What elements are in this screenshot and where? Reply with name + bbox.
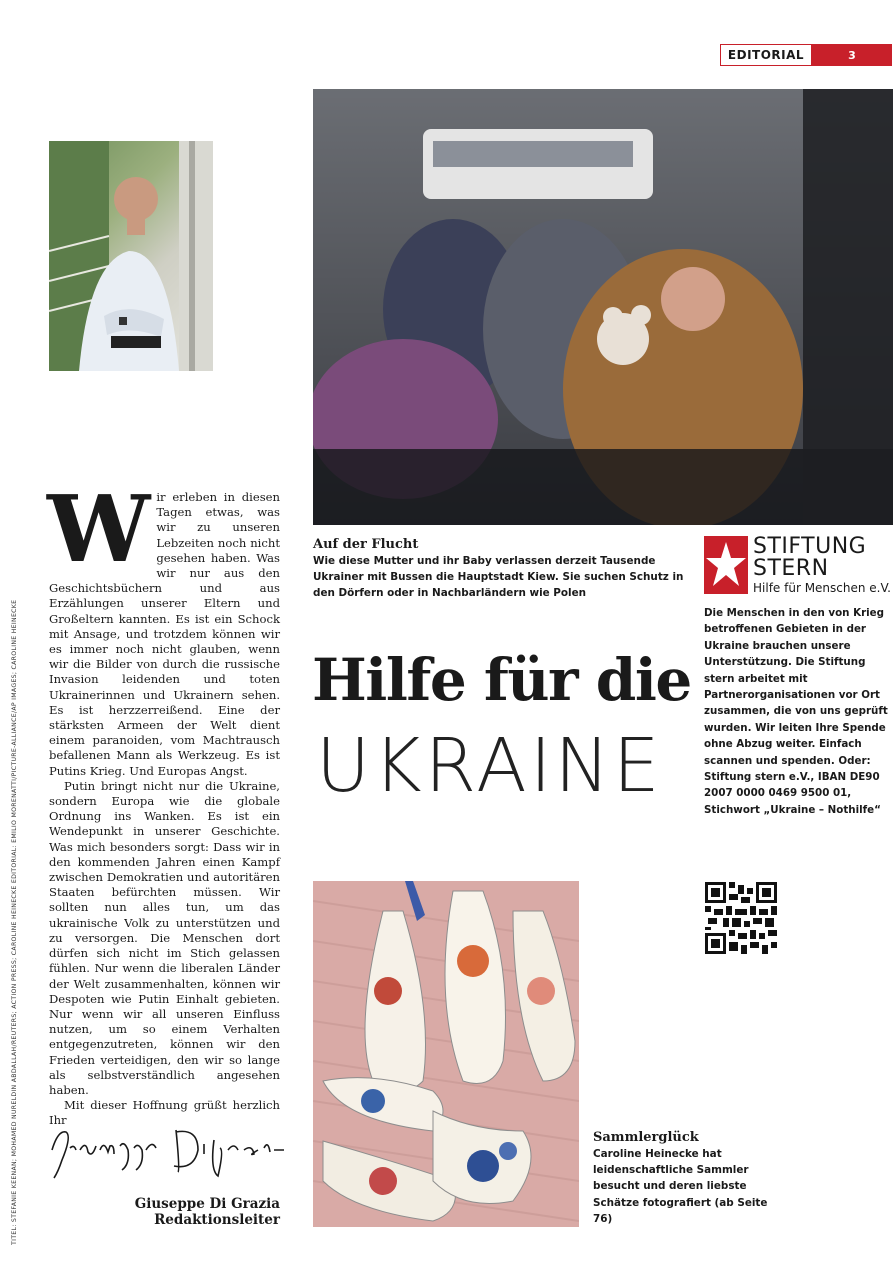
donation-qr-code[interactable] <box>705 882 777 954</box>
section-label: EDITORIAL <box>720 44 812 66</box>
hero-caption-title: Auf der Flucht <box>313 537 419 552</box>
headline-line-1: Hilfe für die <box>312 646 691 714</box>
hero-caption <box>313 537 693 601</box>
stiftung-logo-line2: STERN <box>753 556 829 581</box>
stiftung-logo-sub: Hilfe für Menschen e.V. <box>753 581 891 595</box>
stiftung-donation-text: Die Menschen in den von Krieg betroffenen Gebieten in der Ukraine brauchen unsere Unterstützung. Die Stiftung stern arbeitet mit Partnerorganisationen vor Ort zusammen, die von uns geprüft wurden. Wir leiten Ihre Spende ohne Abzug weiter. Einfach scannen und spenden. Oder: Stiftung stern e.V., IBAN DE90 2007 0000 0469 9500 01, Stichwort „Ukraine – Nothilfe“ <box>704 607 888 816</box>
collection-caption-title: Sammlerglück <box>593 1130 699 1145</box>
author-portrait <box>49 141 213 371</box>
headline-line-2: UKRAINE <box>316 723 663 809</box>
stiftung-logo <box>704 536 893 595</box>
signature-block <box>100 1196 280 1228</box>
collection-caption <box>593 1129 773 1227</box>
paragraph-3: Mit dieser Hoffnung grüßt herzlich Ihr <box>49 1098 280 1128</box>
hero-caption-body: Wie diese Mutter und ihr Baby verlassen derzeit Tausende Ukrainer mit Bussen die Hauptstadt Kiew. Sie suchen Schutz in den Dörfern oder in Nachbarländern wie Polen <box>313 555 684 599</box>
editorial-article <box>47 475 280 1129</box>
author-name: Giuseppe Di Grazia <box>134 1196 280 1212</box>
photo-credits: TITEL: STEFANIE KEENAN; MOHAMED NURELDIN ABDALLAH/REUTERS; ACTION PRESS; CAROLINE HEINECKE EDITORIAL: EMILIO MORENATTI/PICTURE-ALLIANCE/AP IMAGES; CAROLINE HEINECKE <box>11 599 18 1245</box>
hero-photo-refugees-bus <box>313 89 893 525</box>
page-number: 3 <box>812 44 892 66</box>
stiftung-stern-box <box>704 536 893 818</box>
collection-photo-porcelain <box>313 881 579 1227</box>
stern-star-icon <box>704 536 748 594</box>
paragraph-1: ir erleben in diesen Tagen etwas, was wir zu unseren Lebzeiten noch nicht gesehen haben. Was wir nur aus den Geschichtsbüchern und aus Erzählungen unserer Eltern und Großeltern kannten. Es ist ein Schock mit Ansage, und trotzdem können wir es immer noch nicht glauben, wenn wir die Bilder von durch die russische Invasion leidenden und toten Ukrainerinnen und Ukrainern sehen. Es ist herzzerreißend. Eine der stärksten Armeen der Welt dient einem paranoiden, vom Machtrausch befallenen Mann als Werkzeug. Es ist Putins Krieg. Und Europas Angst. <box>49 490 280 778</box>
section-header <box>720 44 892 66</box>
drop-cap: W <box>47 475 151 583</box>
author-role: Redaktionsleiter <box>154 1212 280 1228</box>
stiftung-logo-line1: STIFTUNG <box>753 534 867 559</box>
handwritten-signature <box>48 1110 288 1186</box>
paragraph-2: Putin bringt nicht nur die Ukraine, sondern Europa wie die globale Ordnung ins Wanken. Es ist ein Wendepunkt in unserer Geschichte. Was mich besonders sorgt: Dass wir in den kommenden Jahren einen Kampf zwischen Demokratien und autoritären Staaten befürchten müssen. Wir sollten nun alles tun, um das ukrainische Volk zu unterstützen und zu versorgen. Die Menschen dort dürfen sich nicht im Stich gelassen fühlen. Nur wenn die liberalen Länder der Welt zusammenhalten, können wir Despoten wie Putin Einhalt gebieten. Nur wenn wir all unseren Einfluss nutzen, um so einem Verhalten entgegenzutreten, können wir den Frieden verteidigen, den wir so lange als selbstverständlich angesehen haben. <box>49 778 280 1097</box>
collection-caption-body: Caroline Heinecke hat leidenschaftliche Sammler besucht und deren liebste Schätze fotografiert (ab Seite 76) <box>593 1148 768 1225</box>
